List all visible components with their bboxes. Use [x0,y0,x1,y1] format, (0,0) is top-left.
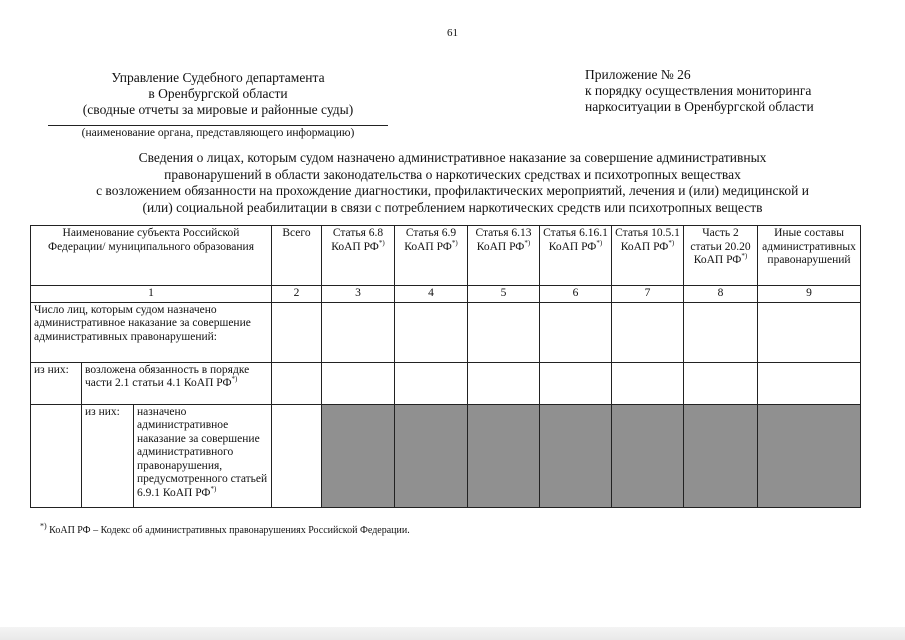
header-row [31,226,861,286]
col-header-art-10-5-1 [612,226,684,286]
shaded-cell [758,404,861,507]
table-row [31,302,861,362]
footnote-mark: *) [596,238,603,247]
heading-line-4: (или) социальной реабилитации в связи с потреблением наркотических средств или психотропных веществ [142,199,763,215]
footnote-mark: *) [231,375,238,384]
col-header-art-20-20-label: Часть 2 статьи 20.20 КоАП РФ [690,227,751,266]
page-edge [0,627,905,640]
footnote-mark: *) [40,521,47,531]
org-line-1: Управление Судебного департамента [111,70,325,85]
shaded-cell [612,404,684,507]
shaded-cell [468,404,540,507]
column-number: 9 [758,286,861,303]
footnote-mark: *) [741,252,748,261]
shaded-cell [395,404,468,507]
col-header-art-6-13-label: Статья 6.13 КоАП РФ [475,227,532,253]
data-cell [540,302,612,362]
footnote-mark: *) [378,238,385,247]
appendix-line-2: к порядку осуществления мониторинга [585,83,812,98]
org-line-3: (сводные отчеты за мировые и районные суды) [82,102,354,117]
data-cell [395,302,468,362]
document-heading [0,150,905,216]
blank-cell [31,404,82,507]
footnote-mark: *) [451,238,458,247]
heading-line-1: Сведения о лицах, которым судом назначено административное наказание за совершение административных [138,150,767,165]
reporting-organization [48,70,388,118]
col-header-art-6-13 [468,226,540,286]
col-header-name: Наименование субъекта Российской Федерации/ муниципального образования [31,226,272,286]
col-header-art-6-8 [322,226,395,286]
row-label-art-6-9-1-text: назначено административное наказание за совершение административного правонарушения, предусмотренного статьей 6.9.1 КоАП РФ [137,405,268,499]
page-number: 61 [447,27,458,39]
column-number: 7 [612,286,684,303]
row-label-obligation-text: возложена обязанность в порядке части 2.1 статьи 4.1 КоАП РФ [85,363,250,389]
row-label-art-6-9-1 [134,404,272,507]
of-them-label: из них: [82,404,134,507]
appendix-line-1: Приложение № 26 [585,67,691,82]
column-number: 3 [322,286,395,303]
data-cell [322,362,395,404]
row-label-obligation [82,362,272,404]
data-cell [758,362,861,404]
column-number: 2 [272,286,322,303]
data-cell [684,302,758,362]
shaded-cell [322,404,395,507]
column-number-row [31,286,861,303]
appendix-line-3: наркоситуации в Оренбургской области [585,99,814,114]
data-cell [684,362,758,404]
data-cell [272,404,322,507]
data-cell [758,302,861,362]
org-underline [48,125,388,126]
row-label-sentenced: Число лиц, которым судом назначено административное наказание за совершение административных правонарушений: [31,302,272,362]
col-header-art-6-9-label: Статья 6.9 КоАП РФ [404,227,457,253]
col-header-art-10-5-1-label: Статья 10.5.1 КоАП РФ [615,227,680,253]
shaded-cell [540,404,612,507]
heading-line-2: правонарушений в области законодательства о наркотических средствах и психотропных веществах [164,166,741,182]
data-cell [322,302,395,362]
shaded-cell [684,404,758,507]
data-cell [612,302,684,362]
column-number: 8 [684,286,758,303]
col-header-art-6-8-label: Статья 6.8 КоАП РФ [331,227,384,253]
table-row [31,404,861,507]
data-cell [612,362,684,404]
footnote [40,521,410,536]
col-header-art-6-16-1-label: Статья 6.16.1 КоАП РФ [543,227,608,253]
data-cell [468,362,540,404]
col-header-total: Всего [272,226,322,286]
data-cell [272,302,322,362]
table-row [31,362,861,404]
col-header-art-6-16-1 [540,226,612,286]
data-cell [395,362,468,404]
data-cell [540,362,612,404]
col-header-other: Иные составы административных правонарушений [758,226,861,286]
of-them-label: из них: [31,362,82,404]
column-number: 5 [468,286,540,303]
data-cell [272,362,322,404]
col-header-art-6-9 [395,226,468,286]
column-number: 4 [395,286,468,303]
column-number: 1 [31,286,272,303]
col-header-art-20-20 [684,226,758,286]
appendix-note [585,67,885,115]
footnote-mark: *) [668,238,675,247]
report-table [30,225,861,508]
org-line-2: в Оренбургской области [148,86,288,101]
heading-line-3: с возложением обязанности на прохождение диагностики, профилактических мероприятий, лечения и (или) медицинской и [96,183,809,198]
footnote-mark: *) [210,484,217,493]
column-number: 6 [540,286,612,303]
org-caption: (наименование органа, представляющего информацию) [81,127,355,139]
footnote-text: КоАП РФ – Кодекс об административных правонарушениях Российской Федерации. [49,525,410,536]
data-cell [468,302,540,362]
footnote-mark: *) [524,238,531,247]
